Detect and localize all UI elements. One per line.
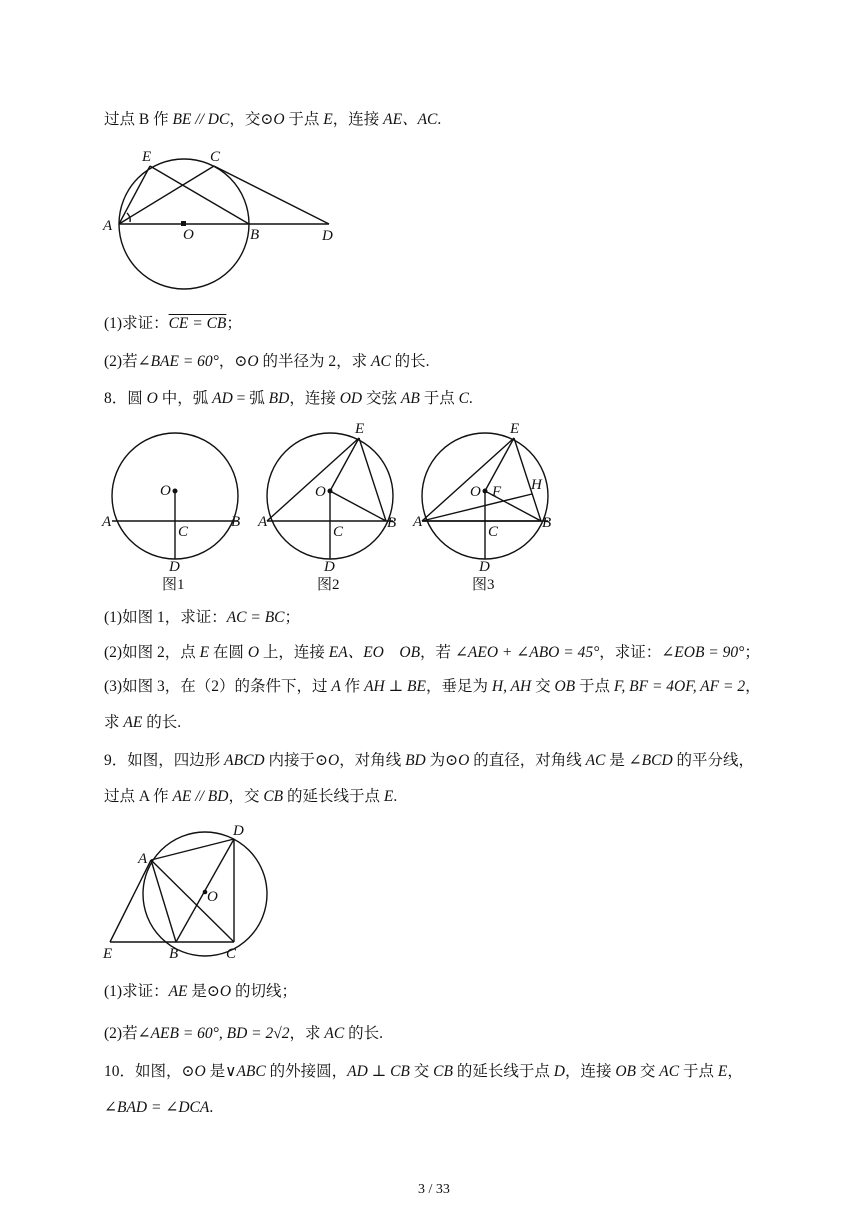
math: AE、AC — [383, 111, 438, 128]
text: 于点 — [575, 678, 614, 695]
p7-question-1 — [104, 314, 242, 334]
text: 9．如图，四边形 — [104, 752, 225, 769]
text: 的半径为 2，求 — [258, 353, 371, 370]
math: OD — [339, 390, 363, 407]
text: 的外接圆， — [265, 1063, 348, 1080]
math: OB — [554, 678, 576, 695]
text: 是∨ — [205, 1063, 237, 1080]
text: (1)求证： — [104, 315, 169, 332]
math: ABCD — [224, 752, 265, 769]
text: 是 — [605, 752, 629, 769]
figure-7 — [100, 142, 350, 297]
p9-title — [104, 751, 754, 771]
text: 于点 — [679, 1063, 718, 1080]
text: 8．圆 — [104, 390, 147, 407]
math: EA、EO OB — [328, 644, 421, 661]
text: ，对角线 — [339, 752, 406, 769]
figure-8-1 — [100, 425, 260, 595]
text: . — [437, 111, 442, 128]
text: (2)若 — [104, 1025, 138, 1042]
text: ，连接 — [564, 1063, 616, 1080]
text: ，连接 — [332, 111, 384, 128]
label-O: O — [315, 484, 326, 500]
math: O — [458, 752, 470, 769]
math: O — [327, 752, 340, 769]
label-D: D — [322, 228, 333, 244]
math: AD — [212, 390, 233, 407]
text: = 弧 — [232, 390, 269, 407]
label-B: B — [169, 946, 179, 962]
label-O: O — [470, 484, 481, 500]
label-D: D — [233, 823, 244, 839]
p9-question-1 — [104, 982, 297, 1002]
math: AD ⊥ CB — [347, 1063, 410, 1080]
label-C: C — [333, 524, 344, 540]
text: (1)求证： — [104, 983, 169, 1000]
math: ∠AEB = 60°, BD = 2√2 — [137, 1025, 290, 1042]
math: ∠EOB = 90° — [661, 644, 745, 661]
text: ，⊙ — [218, 353, 248, 370]
math: ∠BAD = ∠DCA — [104, 1099, 210, 1116]
text: 于点 — [284, 111, 324, 128]
math: ∠BAE = 60° — [137, 353, 219, 370]
label-F: F — [492, 484, 502, 500]
label-E: E — [355, 421, 365, 437]
text: 的延长线于点 — [452, 1063, 554, 1080]
math: ∠AEO + ∠ABO = 45° — [454, 644, 600, 661]
math: AH ⊥ BE — [364, 678, 426, 695]
label-B: B — [387, 515, 397, 531]
text: 的长. — [344, 1025, 383, 1042]
text: 过点 A 作 — [104, 788, 173, 805]
text: 于点 — [419, 390, 459, 407]
label-E: E — [510, 421, 520, 437]
math: O — [219, 983, 232, 1000]
math: E — [383, 788, 394, 805]
math: O — [194, 1063, 206, 1080]
math: E — [323, 111, 333, 128]
label-A: A — [103, 218, 113, 234]
text: (2)若 — [104, 353, 138, 370]
label-D: D — [324, 559, 335, 575]
math: H, AH — [491, 678, 532, 695]
math: E — [199, 644, 210, 661]
p9-question-2 — [104, 1024, 383, 1044]
page-number: 3 / 33 — [418, 1182, 450, 1197]
math: O — [146, 390, 158, 407]
math: AE — [123, 714, 143, 731]
text: ，交⊙ — [229, 111, 274, 128]
math: O — [247, 353, 259, 370]
text: ，连接 — [289, 390, 340, 407]
text: 过点 B 作 — [104, 111, 173, 128]
text: 内接于⊙ — [264, 752, 328, 769]
label-H: H — [531, 477, 542, 493]
math: CB — [263, 788, 284, 805]
text: 的切线； — [231, 983, 297, 1000]
label-C: C — [210, 149, 221, 165]
label-D: D — [169, 559, 180, 575]
label-A: A — [102, 514, 112, 530]
math: O — [273, 111, 285, 128]
math: D — [553, 1063, 565, 1080]
math: OB — [615, 1063, 637, 1080]
text: ，交 — [228, 788, 264, 805]
math: AB — [400, 390, 420, 407]
math: CB — [433, 1063, 453, 1080]
label-O: O — [160, 483, 171, 499]
text: ，求 — [289, 1025, 325, 1042]
text: 交 — [636, 1063, 660, 1080]
math: AC = BC — [226, 609, 285, 626]
p8-question-1 — [104, 608, 300, 628]
math: AE — [168, 983, 188, 1000]
text: (2)如图 2，点 — [104, 644, 200, 661]
math: BD — [405, 752, 426, 769]
text: . — [468, 390, 473, 407]
text: 交 — [531, 678, 555, 695]
p8-question-2 — [104, 643, 760, 663]
figure-caption-3: 图3 — [472, 577, 495, 593]
text: 的平分线， — [672, 752, 755, 769]
figure-8-3 — [410, 420, 570, 595]
math: ABC — [236, 1063, 266, 1080]
text: ； — [226, 315, 242, 332]
math: ∠BCD — [628, 752, 673, 769]
p7-intro-line — [104, 110, 441, 130]
text: 为⊙ — [425, 752, 459, 769]
math: AC — [659, 1063, 680, 1080]
text: 交 — [409, 1063, 434, 1080]
label-E: E — [103, 946, 113, 962]
math: BE // DC — [172, 111, 230, 128]
math: AC — [370, 353, 391, 370]
figure-8-2 — [255, 420, 415, 595]
p10-title — [104, 1062, 743, 1082]
p8-title — [104, 389, 473, 409]
text: 10．如图，⊙ — [104, 1063, 195, 1080]
label-B: B — [542, 515, 552, 531]
label-D: D — [479, 559, 490, 575]
math: C — [458, 390, 469, 407]
figure-caption-1: 图1 — [162, 577, 185, 593]
figure-caption-2: 图2 — [317, 577, 340, 593]
p7-question-2 — [104, 352, 430, 372]
math: E — [717, 1063, 728, 1080]
text: ，垂足为 — [426, 678, 492, 695]
text: (1)如图 1，求证： — [104, 609, 227, 626]
text: 是⊙ — [187, 983, 220, 1000]
text: ，求证： — [599, 644, 662, 661]
text: 的直径，对角线 — [469, 752, 586, 769]
math: BD — [268, 390, 290, 407]
label-A: A — [138, 851, 148, 867]
text: 的长. — [142, 714, 182, 731]
math: F, BF = 4OF, AF = 2 — [613, 678, 746, 695]
text: ， — [727, 1063, 743, 1080]
p8-question-3-cont — [104, 713, 181, 733]
math: CE = CB — [168, 315, 227, 332]
text: ； — [284, 609, 301, 626]
text: 上，连接 — [259, 644, 329, 661]
text: ； — [744, 644, 760, 661]
p9-title-cont — [104, 787, 397, 807]
label-A: A — [413, 514, 423, 530]
text: (3)如图 3，在（2）的条件下，过 — [104, 678, 332, 695]
math: AE // BD — [172, 788, 229, 805]
p8-question-3 — [104, 677, 761, 697]
label-E: E — [142, 149, 152, 165]
text: 作 — [340, 678, 365, 695]
text: 中，弧 — [157, 390, 213, 407]
text: 的延长线于点 — [283, 788, 384, 805]
text: . — [393, 788, 398, 805]
label-C: C — [178, 524, 189, 540]
label-O: O — [207, 889, 218, 905]
label-B: B — [231, 514, 241, 530]
label-B: B — [250, 227, 260, 243]
label-O: O — [183, 227, 194, 243]
text: . — [209, 1099, 214, 1116]
figure-9 — [98, 818, 288, 966]
text: 的长. — [390, 353, 430, 370]
label-A: A — [258, 514, 268, 530]
text: 在圆 — [209, 644, 248, 661]
text: 求 — [104, 714, 124, 731]
text: 交弦 — [362, 390, 401, 407]
label-C: C — [226, 946, 237, 962]
p10-title-cont — [104, 1098, 213, 1118]
text: ，若 — [420, 644, 455, 661]
math: AC — [324, 1025, 345, 1042]
math: O — [247, 644, 260, 661]
math: AC — [585, 752, 606, 769]
math: A — [331, 678, 341, 695]
label-C: C — [488, 524, 499, 540]
text: ， — [745, 678, 761, 695]
